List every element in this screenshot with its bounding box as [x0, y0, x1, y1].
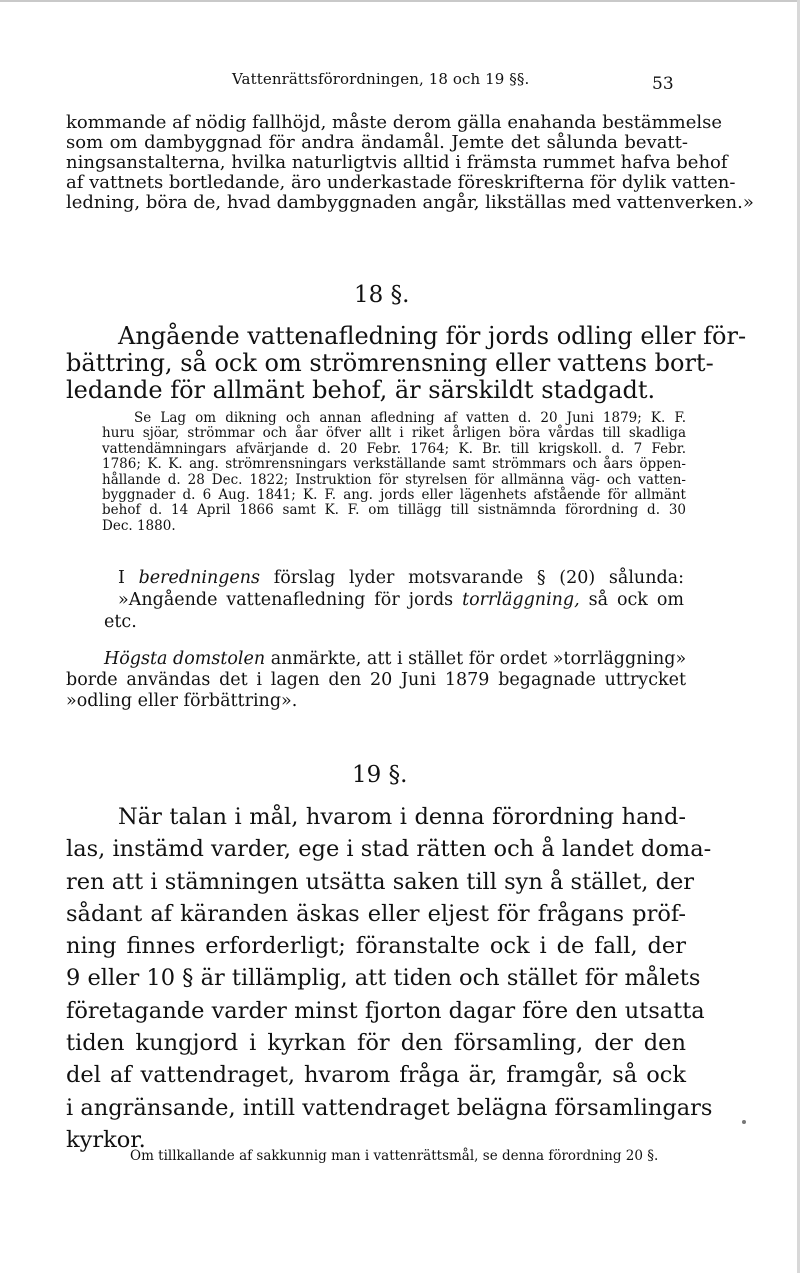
prep-text: I [118, 568, 139, 588]
section-18-line: ledande för allmänt behof, är särskildt stadgadt. [66, 376, 656, 404]
court-line [66, 649, 686, 670]
section-19-number: 19 §. [352, 762, 408, 788]
note-line: behof d. 14 April 1866 samt K. F. om tillägg till sistnämnda förordning d. 30 [102, 502, 686, 519]
section-19-line: företagande varder minst fjorton dagar före den utsatta [66, 997, 705, 1024]
section-19-line: kyrkor. [66, 1126, 146, 1153]
note-line: Dec. 1880. [102, 517, 176, 534]
court-italic-term: Högsta domstolen [104, 649, 266, 669]
section-18-line: Angående vattenafledning för jords odling eller för- [118, 322, 747, 350]
scan-speck [742, 1120, 746, 1124]
intro-line: ningsanstalterna, hvilka naturligtvis alltid i främsta rummet hafva behof [66, 152, 728, 173]
section-18-line: bättring, så ock om strömrensning eller vattens bort- [66, 349, 714, 377]
running-head: Vattenrättsförordningen, 18 och 19 §§. [232, 70, 530, 88]
note-line: hållande d. 28 Dec. 1822; Instruktion för styrelsen för allmänna väg- och vatten- [102, 471, 686, 488]
court-text: anmärkte, att i stället för ordet »torrläggning» [265, 649, 687, 669]
section-19-line: ning finnes erforderligt; föranstalte ock i de fall, der [66, 933, 686, 960]
section-19-line: 9 eller 10 § är tillämplig, att tiden och stället för målets [66, 965, 701, 992]
section-19-line: del af vattendraget, hvarom fråga är, framgår, så ock [66, 1062, 686, 1089]
prep-line [104, 589, 684, 611]
section-19-line: ren att i stämningen utsätta saken till syn å stället, der [66, 868, 695, 895]
prep-text: »Angående vattenafledning för jords [118, 590, 463, 610]
court-line: borde användas det i lagen den 20 Juni 1879 begagnade uttrycket [66, 670, 686, 690]
section-19-line: När talan i mål, hvarom i denna förordning hand- [118, 804, 686, 830]
section-19-line: sådant af käranden äskas eller eljest för frågans pröf- [66, 900, 686, 927]
prep-text: så ock om [579, 590, 684, 610]
intro-line: ledning, böra de, hvad dambyggnaden angår, likställas med vattenverken.» [66, 192, 754, 213]
intro-line: kommande af nödig fallhöjd, måste derom gälla enahanda bestämmelse [66, 112, 723, 133]
note-line: vattendämningars afvärjande d. 20 Febr. 1764; K. Br. till krigskoll. d. 7 Febr. [102, 440, 686, 457]
section-18-number: 18 §. [354, 282, 410, 308]
note-line: byggnader d. 6 Aug. 1841; K. F. ang. jords eller lägenhets afstående för allmänt [102, 487, 686, 504]
prep-text: förslag lyder motsvarande § (20) sålunda: [260, 568, 684, 588]
section-18-text [66, 322, 747, 404]
intro-paragraph [66, 112, 754, 213]
note-line: Se Lag om dikning och annan afledning af vatten d. 20 Juni 1879; K. F. [134, 410, 686, 426]
prep-line: etc. [104, 612, 137, 632]
scan-top-edge [0, 0, 800, 2]
section-19-reference-note: Om tillkallande af sakkunnig man i vattenrättsmål, se denna förordning 20 §. [130, 1148, 659, 1164]
section-19-line: i angränsande, intill vattendraget belägna församlingars [66, 1094, 713, 1121]
intro-line: som om dambyggnad för andra ändamål. Jemte det sålunda bevatt- [66, 132, 688, 153]
section-19-line: las, instämd varder, ege i stad rätten och å landet doma- [66, 836, 712, 863]
court-line: »odling eller förbättring». [66, 691, 298, 711]
prep-italic-term: torrläggning, [462, 590, 580, 610]
supreme-court-remark [66, 649, 686, 712]
page-number: 53 [652, 74, 674, 94]
preparatory-proposal [104, 567, 684, 633]
intro-line: af vattnets bortledande, äro underkastade föreskrifterna för dylik vatten- [66, 172, 736, 193]
prep-line [104, 567, 684, 589]
section-19-line: tiden kungjord i kyrkan för den församling, der den [66, 1030, 686, 1057]
section-19-text [66, 801, 713, 1156]
note-line: 1786; K. K. ang. strömrensningars verkställande samt strömmars och åars öppen- [102, 456, 686, 473]
section-18-reference-note [102, 411, 686, 534]
note-line: huru sjöar, strömmar och åar öfver allt i riket årligen böra vårdas till skadliga [102, 425, 686, 442]
prep-italic-term: beredningens [138, 568, 261, 588]
